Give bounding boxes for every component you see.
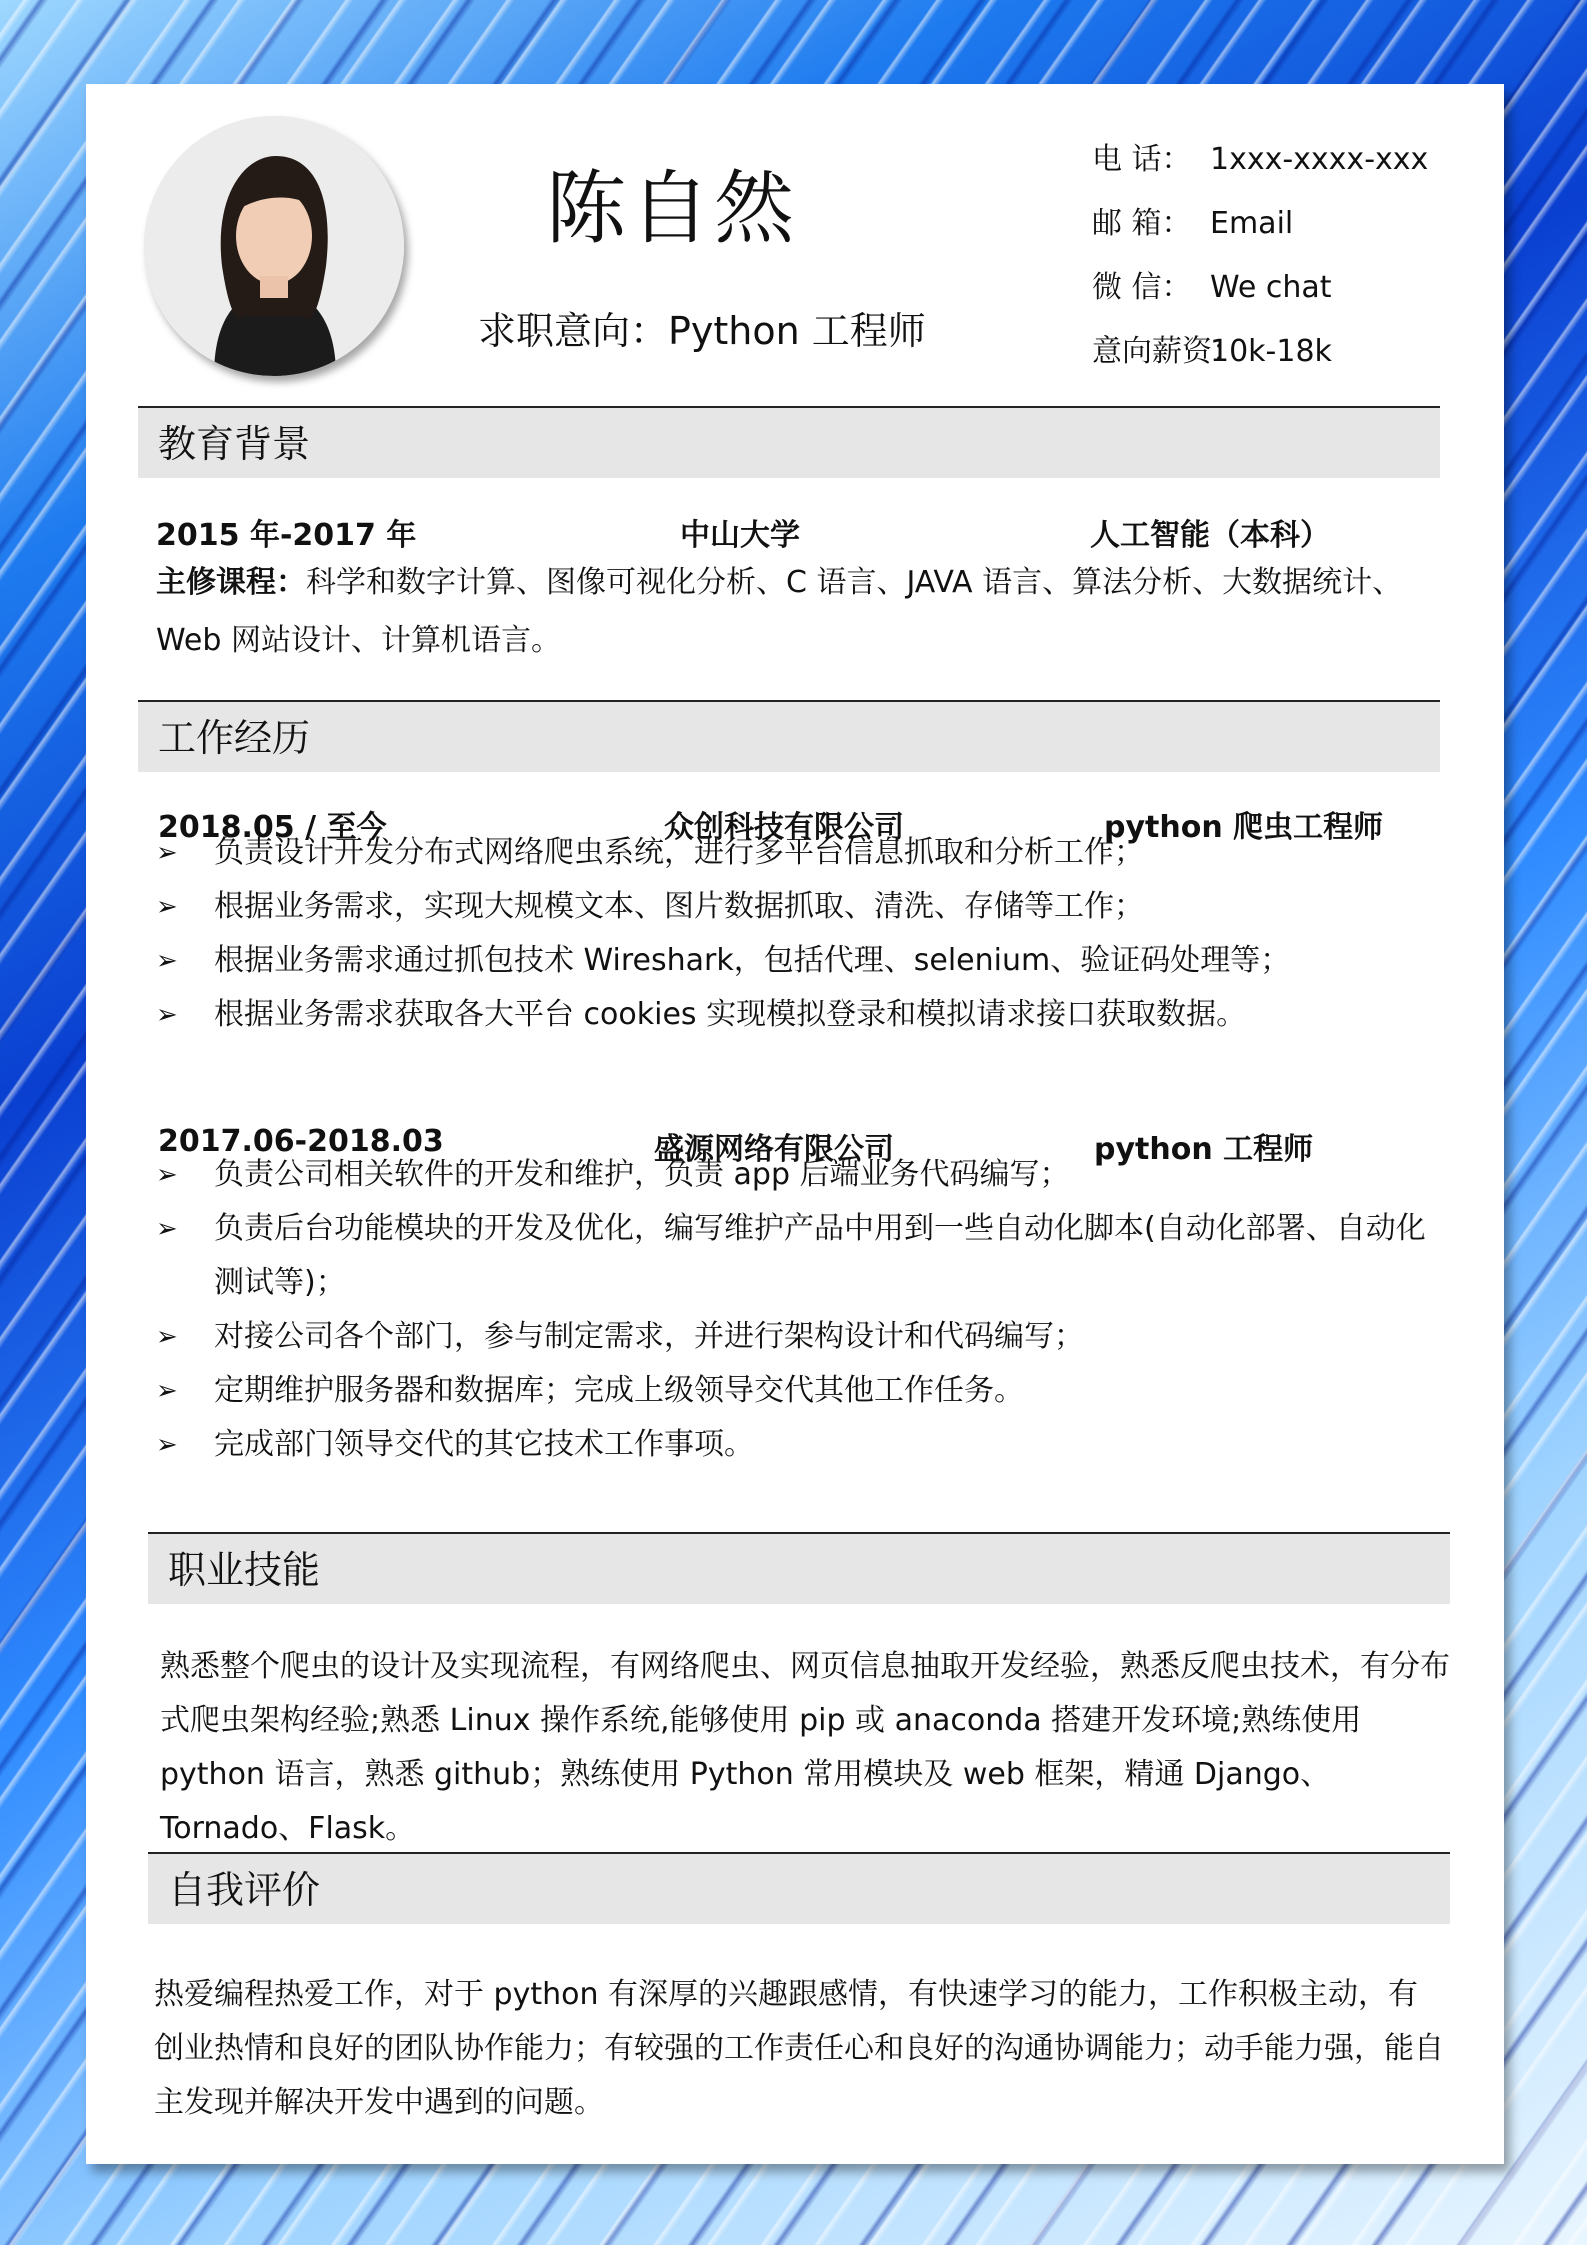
section-skills-header: 职业技能 [148,1532,1450,1604]
contact-info [1092,128,1428,384]
job-company: 盛源网络有限公司 [654,1132,894,1167]
resume-page [86,84,1504,2164]
contact-label: 电 话： [1092,142,1192,177]
courses-text: 科学和数字计算、图像可视化分析、C 语言、JAVA 语言、算法分析、大数据统计、Web 网站设计、计算机语言。 [156,565,1403,658]
section-work-header: 工作经历 [138,700,1440,772]
list-item: ➢ 根据业务需求通过抓包技术 Wireshark，包括代理、selenium、验证码处理等； [156,934,1476,988]
self-evaluation-text: 热爱编程热爱工作，对于 python 有深厚的兴趣跟感情，有快速学习的能力，工作积极主动，有创业热情和良好的团队协作能力；有较强的工作责任心和良好的沟通协调能力；动手能力强，能自主发现并解决开发中遇到的问题。 [154,1977,1444,2120]
education-major: 人工智能（本科） [1090,518,1330,553]
profile-photo [144,116,404,376]
profile-photo-illustration [144,116,404,376]
list-item: ➢ 对接公司各个部门，参与制定需求，并进行架构设计和代码编写； [156,1310,1436,1364]
job-period: 2017.06-2018.03 [158,1124,444,1159]
list-item: ➢ 负责公司相关软件的开发和维护，负责 app 后端业务代码编写； [156,1148,1436,1202]
contact-value: Email [1210,206,1294,241]
contact-wechat [1092,256,1428,320]
contact-label: 意向薪资： [1092,334,1242,369]
education-period: 2015 年-2017 年 [156,518,417,553]
skills-text: 熟悉整个爬虫的设计及实现流程，有网络爬虫、网页信息抽取开发经验，熟悉反爬虫技术，有分布式爬虫架构经验;熟悉 Linux 操作系统,能够使用 pip 或 anaconda 搭建开发环境;熟练使用 python 语言，熟悉 github；熟练使用 Python 常用模块及 web 框架，精通 Django、Tornado、Flask。 [160,1649,1450,1846]
section-education-header: 教育背景 [138,406,1440,478]
contact-email [1092,192,1428,256]
contact-value: 1xxx-xxxx-xxx [1210,142,1429,177]
list-item: ➢ 定期维护服务器和数据库；完成上级领导交代其他工作任务。 [156,1364,1436,1418]
courses-label: 主修课程： [156,565,306,600]
education-school: 中山大学 [680,518,800,553]
contact-label: 邮 箱： [1092,206,1192,241]
job-period: 2018.05 / 至今 [158,810,387,845]
section-self-header: 自我评价 [148,1852,1450,1924]
contact-label: 微 信： [1092,270,1192,305]
list-item: ➢ 根据业务需求，实现大规模文本、图片数据抓取、清洗、存储等工作； [156,880,1476,934]
education-courses [156,554,1466,670]
job-intent: 求职意向：Python 工程师 [478,309,926,353]
list-item: ➢ 负责后台功能模块的开发及优化，编写维护产品中用到一些自动化脚本(自动化部署、自动化测试等)； [156,1202,1436,1310]
contact-value: We chat [1210,270,1332,305]
candidate-name: 陈自然 [546,162,798,255]
list-item: ➢ 完成部门领导交代的其它技术工作事项。 [156,1418,1436,1472]
contact-phone [1092,128,1428,192]
job-duties-list [156,826,1476,1042]
job-duties-list [156,1148,1436,1472]
contact-value: 10k-18k [1210,334,1332,369]
list-item: ➢ 负责设计开发分布式网络爬虫系统，进行多平台信息抓取和分析工作； [156,826,1476,880]
job-company: 众创科技有限公司 [664,810,904,845]
list-item: ➢ 根据业务需求获取各大平台 cookies 实现模拟登录和模拟请求接口获取数据。 [156,988,1476,1042]
job-role: python 工程师 [1094,1132,1314,1167]
job-role: python 爬虫工程师 [1104,810,1384,845]
contact-salary [1092,320,1428,384]
